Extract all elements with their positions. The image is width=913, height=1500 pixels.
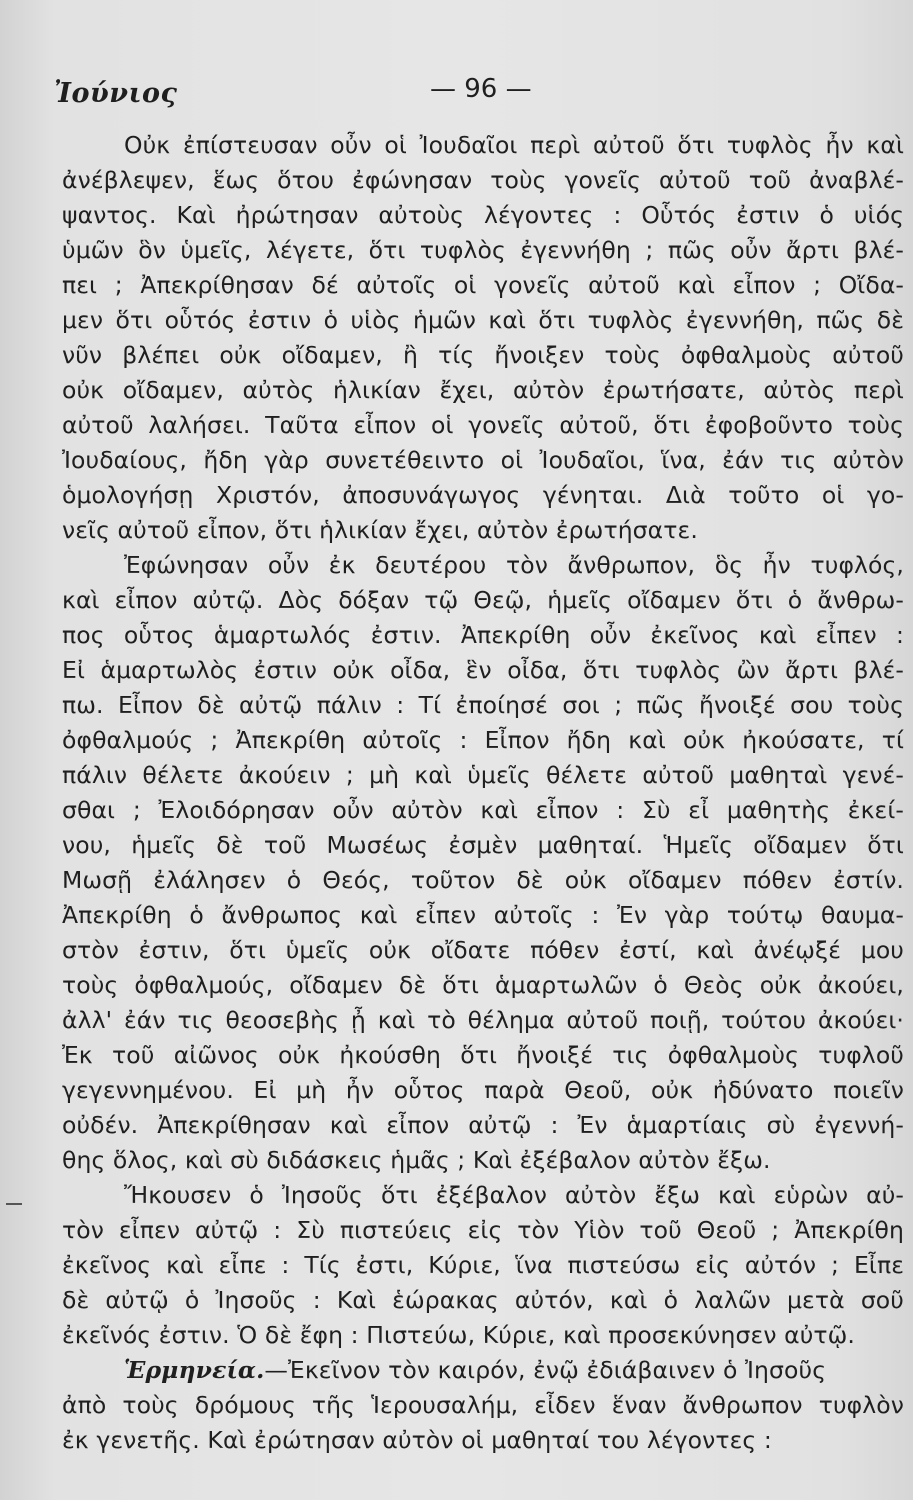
text-line: Μωσῇ ἐλάλησεν ὁ Θεός, τοῦτον δὲ οὐκ οἴδαμεν πόθεν ἐστίν. [62,866,904,894]
text-line: Ἰουδαίους, ἤδη γὰρ συνετέθειντο οἱ Ἰουδαῖοι, ἵνα, ἐάν τις αὐτὸν [62,446,904,474]
body-text [62,128,904,1458]
text-line: πει ; Ἀπεκρίθησαν δέ αὐτοῖς οἱ γονεῖς αὐτοῦ καὶ εἶπον ; Οἴδα- [62,271,904,299]
text-line: στὸν ἐστιν, ὅτι ὑμεῖς οὐκ οἴδατε πόθεν ἐστί, καὶ ἀνέῳξέ μου [62,936,904,964]
text-line: γεγεννημένου. Εἰ μὴ ἦν οὗτος παρὰ Θεοῦ, οὐκ ἠδύνατο ποιεῖν [62,1076,904,1104]
text-line: τὸν εἶπεν αὐτῷ : Σὺ πιστεύεις εἰς τὸν Υἱὸν τοῦ Θεοῦ ; Ἀπεκρίθη [62,1216,904,1244]
text-line: δὲ αὐτῷ ὁ Ἰησοῦς : Καὶ ἑώρακας αὐτόν, καὶ ὁ λαλῶν μετὰ σοῦ [62,1286,904,1314]
text-line: τοὺς ὀφθαλμούς, οἴδαμεν δὲ ὅτι ἁμαρτωλῶν ὁ Θεὸς οὐκ ἀκούει, [62,971,904,999]
text-line: πω. Εἶπον δὲ αὐτῷ πάλιν : Τί ἐποίησέ σοι ; πῶς ἤνοιξέ σου τοὺς [62,691,904,719]
text-line: μεν ὅτι οὗτός ἐστιν ὁ υἱὸς ἡμῶν καὶ ὅτι τυφλὸς ἐγεννήθη, πῶς δὲ [62,306,904,334]
text-line: οὐδέν. Ἀπεκρίθησαν καὶ εἶπον αὐτῷ : Ἐν ἁμαρτίαις σὺ ἐγεννή- [62,1111,904,1139]
text-line: αὐτοῦ λαλήσει. Ταῦτα εἶπον οἱ γονεῖς αὐτοῦ, ὅτι ἐφοβοῦντο τοὺς [62,411,904,439]
text-line: θης ὅλος, καὶ σὺ διδάσκεις ἡμᾶς ; Καὶ ἐξέβαλον αὐτὸν ἔξω. [62,1146,771,1174]
text-line: Εἰ ἁμαρτωλὸς ἐστιν οὐκ οἶδα, ἓν οἶδα, ὅτι τυφλὸς ὢν ἄρτι βλέ- [62,656,904,684]
text-line: Ἀπεκρίθη ὁ ἄνθρωπος καὶ εἶπεν αὐτοῖς : Ἐν γὰρ τούτῳ θαυμα- [62,901,904,929]
text-line: Ἤκουσεν ὁ Ἰησοῦς ὅτι ἐξέβαλον αὐτὸν ἔξω καὶ εὑρὼν αὐ- [124,1181,904,1209]
interpretation-text: —Ἐκεῖνον τὸν καιρόν, ἐνῷ ἐδιάβαινεν ὁ Ἰησοῦς [264,1356,827,1384]
text-line: σθαι ; Ἐλοιδόρησαν οὖν αὐτὸν καὶ εἶπον : Σὺ εἶ μαθητὴς ἐκεί- [62,796,904,824]
text-line: ἐκεῖνος καὶ εἶπε : Τίς ἐστι, Κύριε, ἵνα πιστεύσω εἰς αὐτόν ; Εἶπε [62,1251,904,1279]
text-line: ὀφθαλμούς ; Ἀπεκρίθη αὐτοῖς : Εἶπον ἤδη καὶ οὐκ ἠκούσατε, τί [62,726,904,754]
text-line: Ἐφώνησαν οὖν ἐκ δευτέρου τὸν ἄνθρωπον, ὃς ἦν τυφλός, [124,551,904,579]
text-line: νου, ἡμεῖς δὲ τοῦ Μωσέως ἐσμὲν μαθηταί. Ἡμεῖς οἴδαμεν ὅτι [62,831,904,859]
text-line: ἀλλ' ἐάν τις θεοσεβὴς ᾖ καὶ τὸ θέλημα αὐτοῦ ποιῇ, τούτου ἀκούει· [62,1006,904,1034]
text-line: καὶ εἶπον αὐτῷ. Δὸς δόξαν τῷ Θεῷ, ἡμεῖς οἴδαμεν ὅτι ὁ ἄνθρω- [62,586,904,614]
text-line: ἐκεῖνός ἐστιν. Ὁ δὲ ἔφη : Πιστεύω, Κύριε, καὶ προσεκύνησεν αὐτῷ. [62,1321,855,1349]
text-line: ὁμολογήσῃ Χριστόν, ἀποσυνάγωγος γένηται. Διὰ τοῦτο οἱ γο- [62,481,904,509]
text-line: Ἐκ τοῦ αἰῶνος οὐκ ἠκούσθη ὅτι ἤνοιξέ τις ὀφθαλμοὺς τυφλοῦ [62,1041,904,1069]
text-line: νεῖς αὐτοῦ εἶπον, ὅτι ἡλικίαν ἔχει, αὐτὸν ἐρωτήσατε. [62,516,698,544]
text-line: πάλιν θέλετε ἀκούειν ; μὴ καὶ ὑμεῖς θέλετε αὐτοῦ μαθηταὶ γενέ- [62,761,904,789]
interpretation-label: Ἑρμηνεία. [124,1356,265,1384]
text-line: ἀνέβλεψεν, ἕως ὅτου ἐφώνησαν τοὺς γονεῖς αὐτοῦ τοῦ ἀναβλέ- [62,166,904,194]
text-line: νῦν βλέπει οὐκ οἴδαμεν, ἢ τίς ἤνοιξεν τοὺς ὀφθαλμοὺς αὐτοῦ [62,341,904,369]
text-line: ὑμῶν ὃν ὑμεῖς, λέγετε, ὅτι τυφλὸς ἐγεννήθη ; πῶς οὖν ἄρτι βλέ- [62,236,904,264]
interpretation-line [62,1353,904,1388]
margin-mark [6,1203,22,1205]
text-line: ἐκ γενετῆς. Καὶ ἐρώτησαν αὐτὸν οἱ μαθηταί του λέγοντες : [62,1426,772,1454]
running-head-month: Ἰούνιος [54,78,178,109]
text-line: οὐκ οἴδαμεν, αὐτὸς ἡλικίαν ἔχει, αὐτὸν ἐρωτήσατε, αὐτὸς περὶ [62,376,904,404]
page-number: — 96 — [430,74,532,104]
text-line: πος οὗτος ἁμαρτωλός ἐστιν. Ἀπεκρίθη οὖν ἐκεῖνος καὶ εἶπεν : [62,621,904,649]
text-line: Οὐκ ἐπίστευσαν οὖν οἱ Ἰουδαῖοι περὶ αὐτοῦ ὅτι τυφλὸς ἦν καὶ [124,131,904,159]
page-header [38,72,878,112]
text-line: ἀπὸ τοὺς δρόμους τῆς Ἱερουσαλήμ, εἶδεν ἕναν ἄνθρωπον τυφλὸν [62,1391,904,1419]
text-line: ψαντος. Καὶ ἠρώτησαν αὐτοὺς λέγοντες : Οὗτός ἐστιν ὁ υἱός [62,201,904,229]
